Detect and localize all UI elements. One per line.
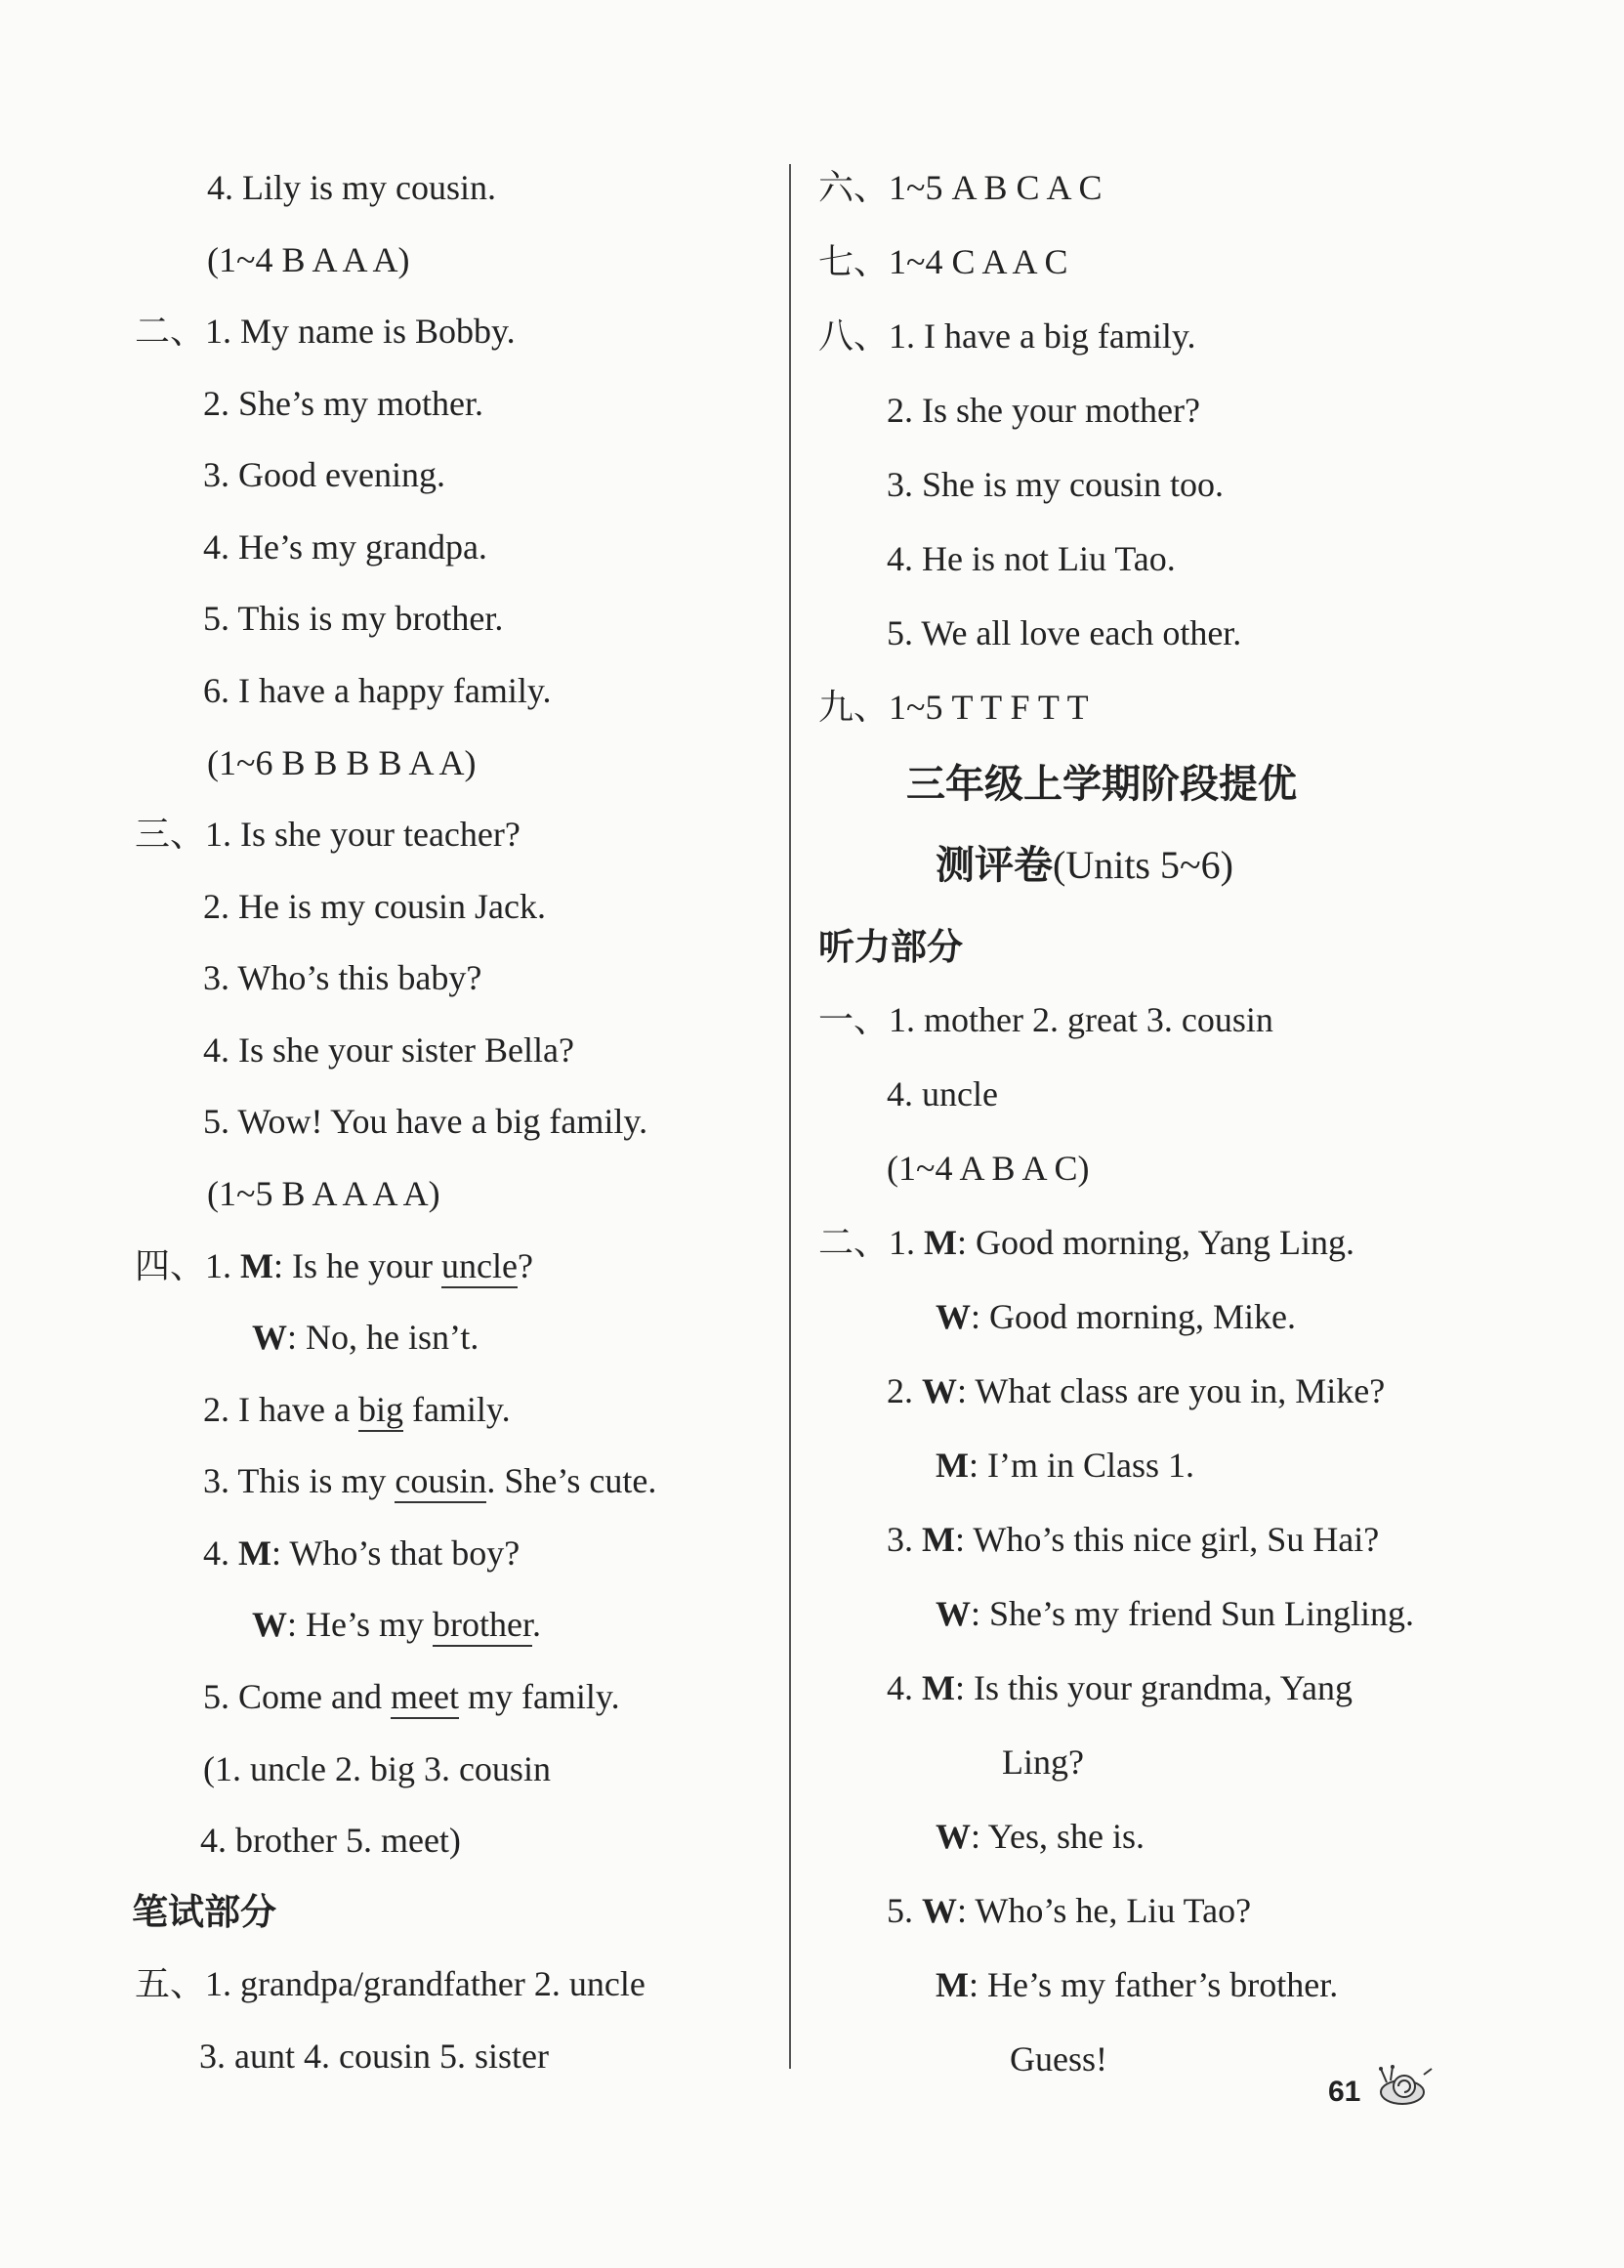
dialogue-text: : He’s my: [287, 1605, 433, 1644]
section-1-item-1: 一、1. mother 2. great 3. cousin: [818, 1000, 1273, 1039]
speaker-m: M: [936, 1446, 969, 1485]
item-prefix: 二、1.: [818, 1223, 925, 1262]
sentence-part: 2. I have a: [203, 1390, 358, 1429]
underlined-answer: cousin: [395, 1461, 486, 1503]
speaker-m: M: [924, 1223, 957, 1262]
snail-mascot-icon: [1367, 2061, 1436, 2108]
section-8-item-1: 八、1. I have a big family.: [818, 316, 1196, 356]
answer-line: [203, 1675, 620, 1718]
answer-key: (1~6 B B B B A A): [207, 743, 477, 782]
item-prefix: 5.: [887, 1891, 922, 1930]
dialogue-continuation: Guess!: [1010, 2039, 1107, 2079]
dialogue-line: [936, 1963, 1338, 2006]
answer-line: 2. She’s my mother.: [203, 384, 483, 423]
title-units: (Units 5~6): [1053, 843, 1233, 887]
column-divider: [789, 164, 791, 2069]
answer-line: 5. This is my brother.: [203, 599, 504, 638]
sentence-part: family.: [402, 1390, 511, 1429]
answer-key: (1~4 B A A A): [207, 240, 410, 279]
answer-line: 3. She is my cousin too.: [887, 465, 1225, 504]
item-prefix: 2.: [887, 1371, 922, 1410]
dialogue-text: : Good morning, Mike.: [971, 1297, 1296, 1336]
speaker-m: M: [936, 1965, 969, 2004]
answer-line: [203, 1459, 656, 1502]
answer-key: (1. uncle 2. big 3. cousin: [203, 1749, 551, 1788]
speaker-w: W: [252, 1318, 287, 1357]
dialogue-line: [252, 1603, 541, 1646]
dialogue-line: [252, 1316, 479, 1359]
answer-line: 6. I have a happy family.: [203, 671, 552, 710]
dialogue-continuation: Ling?: [1002, 1743, 1084, 1782]
speaker-w: W: [922, 1891, 957, 1930]
answer-line: 4. He’s my grandpa.: [203, 527, 487, 567]
sentence-part: my family.: [458, 1677, 620, 1716]
dialogue-line: [936, 1815, 1145, 1858]
dialogue-line: [936, 1444, 1194, 1487]
dialogue-text: : Who’s he, Liu Tao?: [957, 1891, 1252, 1930]
answer-line: 2. He is my cousin Jack.: [203, 887, 546, 926]
item-prefix: 3.: [887, 1520, 922, 1559]
section-3-item-1: 三、1. Is she your teacher?: [135, 815, 521, 854]
speaker-w: W: [936, 1297, 971, 1336]
answer-line: 2. Is she your mother?: [887, 391, 1200, 430]
section-2-item-1: 二、1. My name is Bobby.: [135, 312, 516, 351]
section-4-item-1: [135, 1244, 533, 1287]
speaker-m: M: [238, 1533, 271, 1573]
section-2-item-1: [818, 1221, 1354, 1264]
answer-line: [887, 1666, 1353, 1709]
dialogue-text: : Is this your grandma, Yang: [954, 1668, 1353, 1707]
answer-line: 4. Lily is my cousin.: [207, 168, 496, 207]
speaker-w: W: [252, 1605, 287, 1644]
section-5-item-1: 五、1. grandpa/grandfather 2. uncle: [135, 1964, 645, 2003]
dialogue-text: : No, he isn’t.: [287, 1318, 479, 1357]
answer-line: 5. Wow! You have a big family.: [203, 1102, 648, 1141]
dialogue-text: : What class are you in, Mike?: [957, 1371, 1386, 1410]
section-heading-listening: 听力部分: [818, 926, 963, 968]
answer-key: (1~5 B A A A A): [207, 1174, 440, 1213]
dialogue-text: : Who’s that boy?: [271, 1533, 521, 1573]
item-prefix: 4.: [887, 1668, 922, 1707]
page-number: 61: [1328, 2076, 1361, 2108]
section-heading-written: 笔试部分: [132, 1891, 276, 1933]
underlined-answer: meet: [391, 1677, 459, 1719]
dialogue-text: .: [531, 1605, 541, 1644]
sentence-part: . She’s cute.: [486, 1461, 657, 1500]
sentence-part: 5. Come and: [203, 1677, 391, 1716]
answer-key: 4. brother 5. meet): [200, 1821, 461, 1860]
speaker-w: W: [922, 1371, 957, 1410]
dialogue-text: : Is he your: [273, 1246, 441, 1285]
dialogue-text: : Yes, she is.: [971, 1817, 1145, 1856]
answer-line: [203, 1532, 520, 1575]
answer-line: 4. Is she your sister Bella?: [203, 1030, 574, 1070]
answer-line: 3. aunt 4. cousin 5. sister: [199, 2037, 549, 2076]
speaker-m: M: [922, 1668, 955, 1707]
dialogue-text: : Who’s this nice girl, Su Hai?: [954, 1520, 1380, 1559]
test-title-line-1: 三年级上学期阶段提优: [906, 762, 1297, 807]
dialogue-text: : He’s my father’s brother.: [968, 1965, 1339, 2004]
sentence-part: 3. This is my: [203, 1461, 396, 1500]
answer-line: 4. uncle: [887, 1074, 998, 1113]
section-6-answers: 六、1~5 A B C A C: [818, 168, 1103, 207]
speaker-m: M: [922, 1520, 955, 1559]
dialogue-text: : Good morning, Yang Ling.: [957, 1223, 1355, 1262]
section-7-answers: 七、1~4 C A A C: [818, 242, 1068, 281]
answer-line: 5. We all love each other.: [887, 613, 1242, 652]
dialogue-text: ?: [517, 1246, 533, 1285]
answer-line: [887, 1518, 1379, 1561]
answer-line: 4. He is not Liu Tao.: [887, 539, 1176, 578]
dialogue-line: [936, 1295, 1296, 1338]
answer-line: [887, 1369, 1385, 1412]
title-text: 测评卷: [936, 843, 1053, 888]
section-9-answers: 九、1~5 T T F T T: [818, 688, 1089, 727]
underlined-answer: brother: [433, 1605, 532, 1647]
answer-key: (1~4 A B A C): [887, 1149, 1090, 1188]
underlined-answer: uncle: [441, 1246, 518, 1288]
item-prefix: 四、1.: [135, 1246, 241, 1285]
speaker-w: W: [936, 1594, 971, 1633]
test-title-line-2: [936, 840, 1233, 891]
speaker-m: M: [240, 1246, 273, 1285]
answer-line: [203, 1388, 511, 1431]
answer-line: 3. Who’s this baby?: [203, 958, 482, 997]
dialogue-line: [936, 1592, 1414, 1635]
dialogue-text: : She’s my friend Sun Lingling.: [971, 1594, 1414, 1633]
underlined-answer: big: [358, 1390, 403, 1432]
answer-line: [887, 1889, 1251, 1932]
answer-line: 3. Good evening.: [203, 455, 445, 494]
dialogue-text: : I’m in Class 1.: [968, 1446, 1194, 1485]
item-prefix: 4.: [203, 1533, 238, 1573]
speaker-w: W: [936, 1817, 971, 1856]
